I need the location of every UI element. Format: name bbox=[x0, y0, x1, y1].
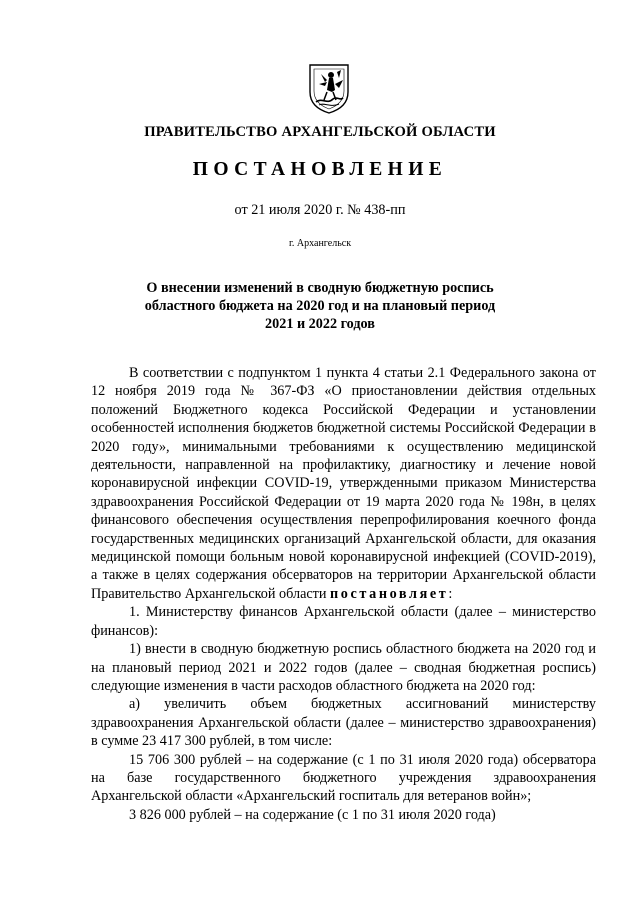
body-paragraph-6: 3 826 000 рублей – на содержание (с 1 по 31 июля 2020 года) bbox=[129, 806, 496, 823]
document-body bbox=[91, 364, 596, 824]
document-type: ПОСТАНОВЛЕНИЕ bbox=[192, 159, 448, 180]
title-line-3: 2021 и 2022 годов bbox=[265, 316, 375, 332]
body-paragraph-4: а) увеличить объем бюджетных ассигнований министерству здравоохранения Архангельской области (далее – министерство здравоохранения) в сумме 23 417 300 рублей, в том числе: bbox=[91, 696, 596, 750]
document-title bbox=[0, 279, 640, 333]
title-line-1: О внесении изменений в сводную бюджетную роспись bbox=[146, 280, 494, 296]
title-line-2: областного бюджета на 2020 год и на плановый период bbox=[144, 298, 496, 314]
document-city: г. Архангельск bbox=[288, 238, 352, 249]
body-paragraph-5: 15 706 300 рублей – на содержание (с 1 по 31 июля 2020 года) обсерватора на базе государственного бюджетного учреждения здравоохранения Архангельской области «Архангельский госпиталь для ветеранов войн»; bbox=[91, 751, 596, 805]
coat-of-arms-icon bbox=[307, 62, 351, 114]
document-date-number: от 21 июля 2020 г. № 438-пп bbox=[234, 202, 406, 218]
government-name: ПРАВИТЕЛЬСТВО АРХАНГЕЛЬСКОЙ ОБЛАСТИ bbox=[144, 124, 496, 140]
body-paragraph-3: 1) внести в сводную бюджетную роспись областного бюджета на 2020 год и на плановый период 2021 и 2022 годов (далее – сводная бюджетная роспись) следующие изменения в части расходов областного бюджета на 2020 год: bbox=[91, 641, 596, 694]
preamble-text: В соответствии с подпунктом 1 пункта 4 статьи 2.1 Федерального закона от 12 ноября 2019 года № 367-ФЗ «О приостановлении действия отдельных положений Бюджетного кодекса Российской Федерации и установлении особенностей исполнения бюджетов бюджетной системы Российской Федерации в 2020 году», минимальными требованиями к осуществлению медицинской деятельности, направленной на профилактику, диагностику и лечение новой коронавирусной инфекции COVID-19, утвержденными приказом Министерства здравоохранения Российской Федерации от 19 марта 2020 года № 198н, в целях финансового обеспечения осуществления перепрофилирования коечного фонда государственных медицинских организаций Архангельской области, для оказания медицинской помощи больным новой коронавирусной инфекцией (COVID-2019), а также в целях содержания обсерваторов на территории Архангельской области Правительство Архангельской области bbox=[91, 365, 596, 602]
preamble-colon: : bbox=[448, 585, 453, 602]
resolves-word: постановляет bbox=[330, 585, 449, 602]
body-paragraph-2: 1. Министерству финансов Архангельской области (далее – министерство финансов): bbox=[91, 604, 596, 639]
body-paragraph-1 bbox=[91, 364, 596, 603]
